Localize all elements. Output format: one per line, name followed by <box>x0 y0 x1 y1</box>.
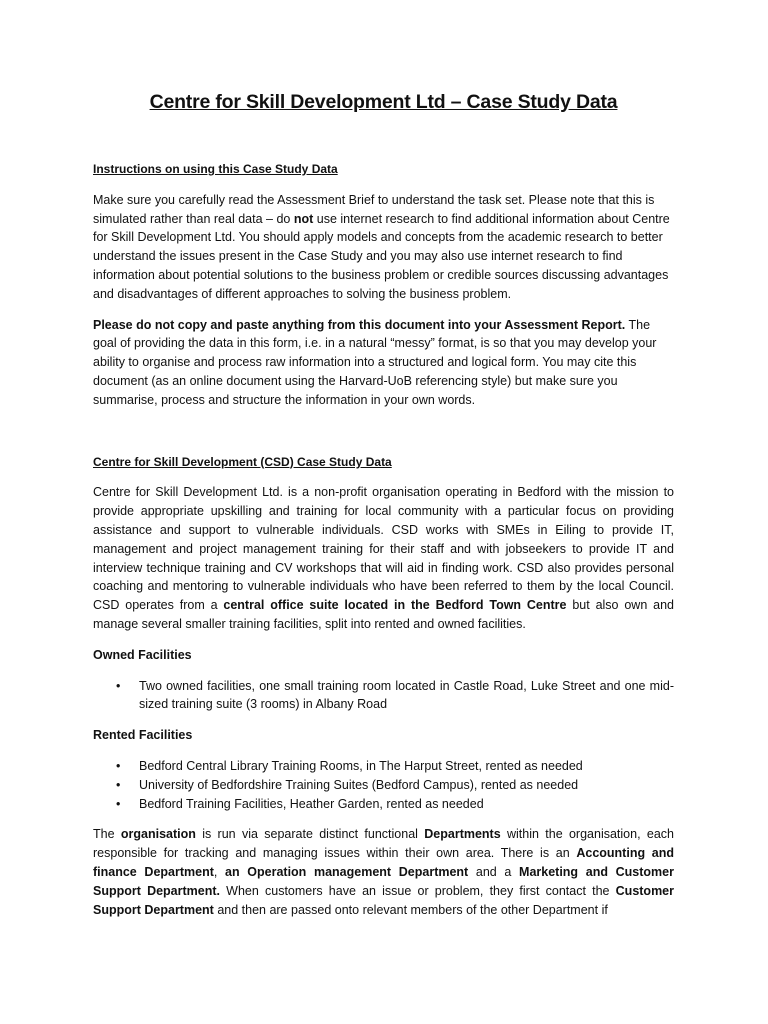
instructions-p2-text: The goal of providing the data in this form, i.e. in a natural “messy” format, is so that you may develop your ability to organise and process raw information into a structured and logical form. You may cite this document (as an online document using the Harvard-UoB referencing style) but make sure you summarise, process and structure the information in your own words. <box>93 317 657 407</box>
rented-facility-text: Bedford Training Facilities, Heather Garden, rented as needed <box>139 796 484 811</box>
rented-facility-text: University of Bedfordshire Training Suites (Bedford Campus), rented as needed <box>139 777 579 792</box>
org-text-7: and then are passed onto relevant members of the other Department if <box>213 902 608 917</box>
csd-intro-text-a: Centre for Skill Development Ltd. is a non-profit organisation operating in Bedford with the mission to provide appropriate upskilling and training for local community with a particular focus on providing assistance and support to vulnerable individuals. CSD works with SMEs in Eiling to provide IT, management and project management training for their staff and with jobseekers to provide IT and interview technique training and CV workshops that will aid in finding work. CSD also provides personal coaching and mentoring to vulnerable individuals who have been referred to them by the local Council. CSD operates from a <box>93 485 674 613</box>
org-text-1: The <box>93 827 121 842</box>
bullet-icon: • <box>116 678 121 693</box>
list-item <box>93 776 674 795</box>
bullet-icon: • <box>116 777 121 792</box>
list-item <box>93 677 674 715</box>
owned-facilities-heading: Owned Facilities <box>93 647 192 662</box>
org-text-3: within the organisation, each responsible for tracking and managing issues within their own area. There is an <box>93 827 674 861</box>
csd-intro-paragraph <box>93 483 674 633</box>
rented-facilities-list <box>93 757 674 813</box>
org-bold-1: organisation <box>120 827 196 842</box>
bullet-icon: • <box>116 758 121 773</box>
document-content <box>93 88 674 919</box>
org-bold-5: Marketing and Customer Support Department. <box>93 864 674 898</box>
org-bold-3: Accounting and finance Department <box>93 846 674 879</box>
org-text-4: , <box>213 864 226 879</box>
rented-facilities-heading: Rented Facilities <box>93 728 193 743</box>
org-bold-2: Departments <box>424 827 501 842</box>
csd-intro-bold: central office suite located in the Bedford Town Centre <box>223 598 567 613</box>
org-text-6: When customers have an issue or problem, they first contact the <box>220 883 616 898</box>
instructions-paragraph-2 <box>93 316 674 410</box>
instructions-p2-bold: Please do not copy and paste anything from this document into your Assessment Report. <box>93 317 626 332</box>
org-text-5: and a <box>468 864 520 879</box>
org-text-2: is run via separate distinct functional <box>195 827 425 842</box>
list-item <box>93 795 674 814</box>
org-bold-4: an Operation management Department <box>225 864 469 879</box>
organisation-paragraph <box>93 825 674 919</box>
instructions-paragraph-1 <box>93 191 674 304</box>
instructions-heading: Instructions on using this Case Study Data <box>93 162 338 176</box>
owned-facility-text: Two owned facilities, one small training room located in Castle Road, Luke Street and one mid-sized training suite (3 rooms) in Albany Road <box>139 678 674 712</box>
owned-facilities-list <box>93 677 674 715</box>
instructions-p1-bold-not: not <box>293 211 314 226</box>
bullet-icon: • <box>116 796 121 811</box>
rented-facility-text: Bedford Central Library Training Rooms, in The Harput Street, rented as needed <box>139 758 583 773</box>
csd-heading: Centre for Skill Development (CSD) Case Study Data <box>93 454 392 469</box>
org-bold-6: Customer Support Department <box>93 883 674 917</box>
list-item <box>93 757 674 776</box>
document-title: Centre for Skill Development Ltd – Case Study Data <box>149 91 618 113</box>
instructions-p1-text-a: Make sure you carefully read the Assessment Brief to understand the task set. Please note that this is simulated rather than real data – do <box>93 192 655 226</box>
instructions-p1-text-c: use internet research to find additional information about Centre for Skill Development Ltd. You should apply models and concepts from the academic research to better understand the issues present in the Case Study and you may also use internet research to find information about potential solutions to the business problem or credible sources discussing advantages and disadvantages of different approaches to solving the business problem. <box>93 211 670 301</box>
csd-intro-text-c: but also own and manage several smaller training facilities, split into rented and owned facilities. <box>93 598 674 631</box>
